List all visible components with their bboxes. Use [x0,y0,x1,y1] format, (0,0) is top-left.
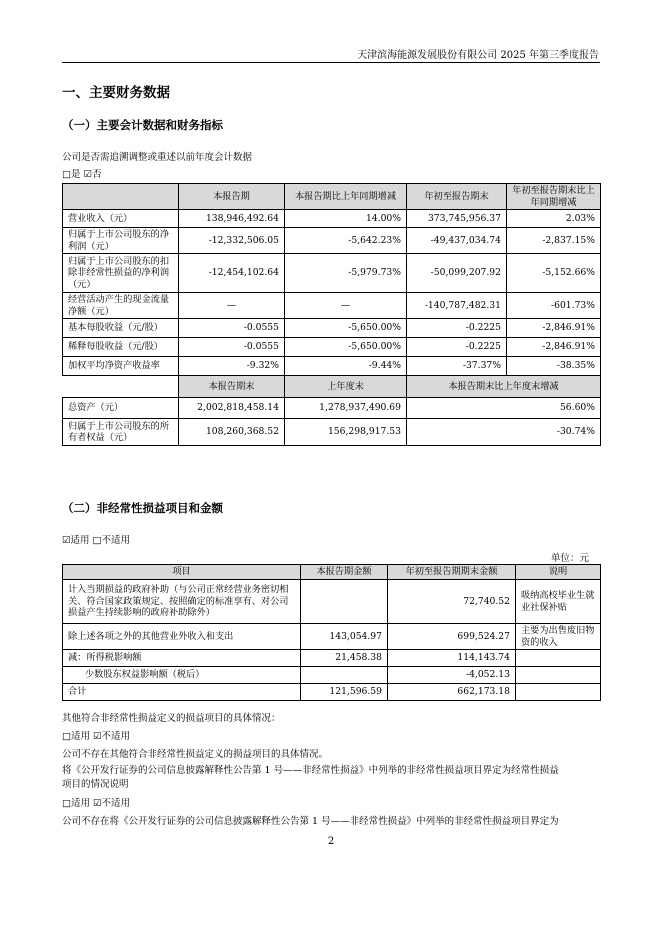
table-cell: 2.03% [507,210,601,228]
table-cell: 699,524.27 [388,624,516,650]
restatement-question: 公司是否需追溯调整或重述以前年度会计数据 [62,152,253,163]
table-cell: -12,454,102.64 [179,254,285,293]
table-cell [516,684,601,701]
table-cell: -5,650.00% [285,319,407,338]
table-row [63,398,601,419]
table-row [63,319,601,338]
row-label: 加权平均净资产收益率 [63,357,179,376]
table-cell: 108,260,368.52 [179,419,285,446]
table-cell: — [285,293,407,319]
blank-cell [63,376,179,398]
table-header-cell: 本报告期金额 [301,565,388,580]
table-cell: -0.2225 [407,319,507,338]
table-cell: -50,099,207.92 [407,254,507,293]
table-cell: -38.35% [507,357,601,376]
applicability-status: ☑适用 □不适用 [62,535,131,546]
table-cell: -601.73% [507,293,601,319]
table-header-cell: 本报告期比上年同期增减 [285,184,407,210]
row-label: 总资产（元） [63,398,179,419]
row-label: 减：所得税影响额 [63,650,301,667]
table-cell: 吸纳高校毕业生就业社保补贴 [516,580,601,624]
row-label: 归属于上市公司股东的所有者权益（元） [63,419,179,446]
table-row [63,624,601,650]
table-header-cell: 本报告期末比上年度末增减 [407,376,601,398]
table-header-cell: 年初至报告期末比上年同期增减 [507,184,601,210]
table-cell [516,650,601,667]
table-row [63,684,601,701]
table-row [63,210,601,228]
row-label: 合计 [63,684,301,701]
non-recurring-items-table [62,564,601,701]
row-label: 归属于上市公司股东的净利润（元） [63,228,179,254]
table-cell: 1,278,937,490.69 [285,398,407,419]
table-cell: -49,437,034.74 [407,228,507,254]
table-header-cell: 本报告期末 [179,376,285,398]
table-row [63,419,601,446]
table-cell: 56.60% [407,398,601,419]
report-header-title: 天津滨海能源发展股份有限公司 2025 年第三季度报告 [357,50,599,61]
table-cell: -12,332,506.05 [179,228,285,254]
table-row [63,254,601,293]
row-label: 营业收入（元） [63,210,179,228]
table-cell: -0.0555 [179,319,285,338]
table-row [63,580,601,624]
table-cell [301,580,388,624]
table-cell: 662,173.18 [388,684,516,701]
row-label: 除上述各项之外的其他营业外收入和支出 [63,624,301,650]
table-cell: 143,054.97 [301,624,388,650]
row-label: 少数股东权益影响额（税后） [63,667,301,684]
unit-label: 单位：元 [550,553,589,564]
applicability-status: □适用 ☑不适用 [62,731,131,742]
table-cell: -0.2225 [407,338,507,357]
table-cell: -9.44% [285,357,407,376]
table-cell: -5,152.66% [507,254,601,293]
table-header-cell: 年初至报告期期末金额 [388,565,516,580]
table-cell: -5,979.73% [285,254,407,293]
other-items-note: 其他符合非经常性损益定义的损益项目的具体情况： [62,713,281,724]
page-number: 2 [327,836,335,847]
header-divider [62,62,600,63]
section-title: 一、主要财务数据 [62,85,170,101]
table-row [63,228,601,254]
table-header-cell: 本报告期 [179,184,285,210]
table-cell: -5,642.23% [285,228,407,254]
financial-data-table [62,183,601,446]
row-label: 归属于上市公司股东的扣除非经常性损益的净利润（元） [63,254,179,293]
note-text: 将《公开发行证券的公司信息披露解释性公告第 1 号——非经常性损益》中列举的非经常性损益项目界定为经常性损益 [62,765,559,776]
table-cell [301,667,388,684]
restatement-answer: □是 ☑否 [62,169,102,180]
note-text: 项目的情况说明 [62,779,129,790]
table-row [63,293,601,319]
table-cell [516,667,601,684]
table-row [63,650,601,667]
table-cell: -140,787,482.31 [407,293,507,319]
table-header-cell: 说明 [516,565,601,580]
table-cell: — [179,293,285,319]
table-cell: 21,458.38 [301,650,388,667]
table-header-cell [63,184,179,210]
table-cell: 138,946,492.64 [179,210,285,228]
note-text: 公司不存在将《公开发行证券的公司信息披露解释性公告第 1 号——非经常性损益》中列举的非经常性损益项目界定为 [62,816,559,827]
table-cell: -37.37% [407,357,507,376]
table-cell: -2,846.91% [507,319,601,338]
table-cell: 156,298,917.53 [285,419,407,446]
applicability-status: □适用 ☑不适用 [62,798,131,809]
table-cell: 114,143.74 [388,650,516,667]
table-cell: 2,002,818,458.14 [179,398,285,419]
table-header-cell: 上年度末 [285,376,407,398]
table-cell: 14.00% [285,210,407,228]
table-cell: -5,650.00% [285,338,407,357]
table-row [63,338,601,357]
table-cell: -2,846.91% [507,338,601,357]
subsection-title-1: （一）主要会计数据和财务指标 [62,118,223,132]
table-cell: 121,596.59 [301,684,388,701]
table-header-cell: 年初至报告期末 [407,184,507,210]
table-cell: 主要为出售废旧物资的收入 [516,624,601,650]
table-row [63,667,601,684]
row-label: 经营活动产生的现金流量净额（元） [63,293,179,319]
table-cell: 72,740.52 [388,580,516,624]
table-cell: -9.32% [179,357,285,376]
note-text: 公司不存在其他符合非经常性损益定义的损益项目的具体情况。 [62,749,329,760]
table-header-cell: 项目 [63,565,301,580]
row-label: 计入当期损益的政府补助（与公司正常经营业务密切相关、符合国家政策规定、按照确定的标准享有、对公司损益产生持续影响的政府补助除外） [63,580,301,624]
subsection-title-2: （二）非经常性损益项目和金额 [62,501,223,515]
table-cell: -2,837.15% [507,228,601,254]
table-cell: -4,052.13 [388,667,516,684]
row-label: 稀释每股收益（元/股） [63,338,179,357]
table-cell: -0.0555 [179,338,285,357]
table-cell: 373,745,956.37 [407,210,507,228]
row-label: 基本每股收益（元/股） [63,319,179,338]
table-row [63,357,601,376]
table-cell: -30.74% [407,419,601,446]
